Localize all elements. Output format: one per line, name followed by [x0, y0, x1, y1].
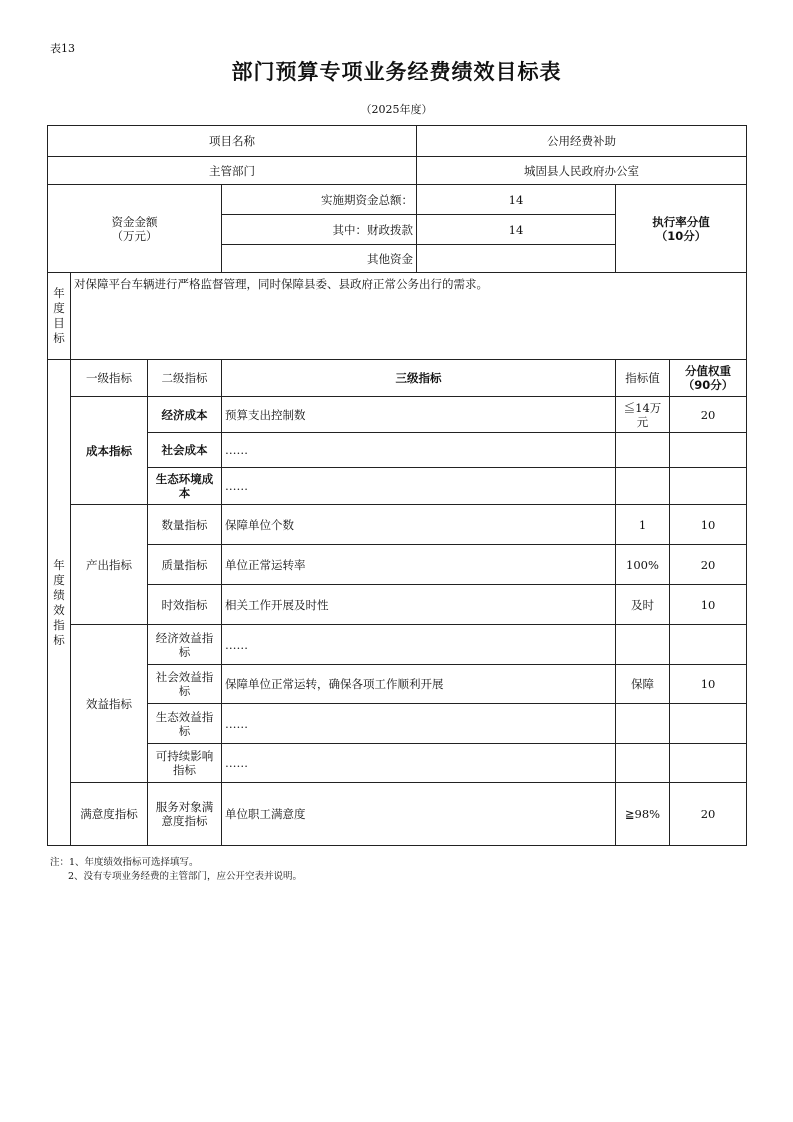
value-cell: 及时 [616, 585, 670, 625]
funds-label [48, 185, 222, 273]
header-value: 指标值 [616, 360, 670, 397]
annual-goal-text: 对保障平台车辆进行严格监督管理，同时保障县委、县政府正常公务出行的需求。 [71, 273, 747, 360]
table-row [48, 468, 747, 505]
level2-cell: 生态效益指标 [148, 704, 222, 744]
table-row [48, 704, 747, 744]
value-cell [616, 468, 670, 505]
level2-cell: 质量指标 [148, 545, 222, 585]
level3-cell: 单位职工满意度 [222, 783, 616, 846]
funds-total-row [48, 185, 747, 215]
table-row [48, 665, 747, 704]
level3-cell: 保障单位正常运转，确保各项工作顺利开展 [222, 665, 616, 704]
annual-goal-row [48, 273, 747, 360]
level2-cell: 经济成本 [148, 397, 222, 433]
weight-cell [670, 433, 747, 468]
weight-cell: 10 [670, 585, 747, 625]
table-row [48, 545, 747, 585]
execution-rate-line2: （10分） [655, 228, 707, 243]
value-cell: ≧98% [616, 783, 670, 846]
funds-label-line2: （万元） [111, 228, 158, 243]
indicator-section-label: 年度绩效指标 [48, 360, 71, 846]
table-row [48, 397, 747, 433]
execution-rate-score [616, 185, 747, 273]
level2-cell: 时效指标 [148, 585, 222, 625]
header-level2: 二级指标 [148, 360, 222, 397]
table-row [48, 505, 747, 545]
level3-cell: …… [222, 468, 616, 505]
satisfaction-indicator-label: 满意度指标 [71, 783, 148, 846]
level3-cell: …… [222, 433, 616, 468]
table-row [48, 585, 747, 625]
weight-cell: 20 [670, 397, 747, 433]
level3-cell: …… [222, 704, 616, 744]
footnote-1: 注：1、年度绩效指标可选择填写。 [50, 857, 199, 868]
table-number: 表13 [50, 42, 75, 55]
table-row [48, 744, 747, 783]
level3-cell: 相关工作开展及时性 [222, 585, 616, 625]
project-name-row [48, 126, 747, 157]
output-indicator-label: 产出指标 [71, 505, 148, 625]
department-value: 城固县人民政府办公室 [417, 157, 747, 185]
value-cell: 1 [616, 505, 670, 545]
table-row [48, 433, 747, 468]
weight-cell [670, 704, 747, 744]
level2-cell: 数量指标 [148, 505, 222, 545]
department-row [48, 157, 747, 185]
value-cell [616, 704, 670, 744]
level3-cell: 预算支出控制数 [222, 397, 616, 433]
header-weight: 分值权重 （90分） [670, 360, 747, 397]
weight-cell [670, 625, 747, 665]
level2-cell: 社会效益指标 [148, 665, 222, 704]
indicator-header-row [48, 360, 747, 397]
weight-cell: 20 [670, 783, 747, 846]
fiscal-year: （2025年度） [360, 103, 433, 116]
level3-cell: …… [222, 625, 616, 665]
funds-total-value: 14 [417, 185, 616, 215]
level2-cell: 服务对象满意度指标 [148, 783, 222, 846]
execution-rate-line1: 执行率分值 [652, 214, 710, 229]
weight-cell: 10 [670, 665, 747, 704]
project-name-value: 公用经费补助 [417, 126, 747, 157]
value-cell [616, 433, 670, 468]
weight-cell [670, 468, 747, 505]
table-row [48, 625, 747, 665]
funds-fiscal-value: 14 [417, 215, 616, 245]
footnotes [50, 856, 302, 884]
value-cell [616, 625, 670, 665]
benefit-indicator-label: 效益指标 [71, 625, 148, 783]
header-level1: 一级指标 [71, 360, 148, 397]
value-cell: ≦14万元 [616, 397, 670, 433]
level2-cell: 生态环境成本 [148, 468, 222, 505]
weight-cell [670, 744, 747, 783]
level3-cell: …… [222, 744, 616, 783]
header-level3: 三级指标 [222, 360, 616, 397]
performance-target-table [47, 125, 747, 846]
funds-fiscal-label: 其中：财政拨款 [222, 215, 417, 245]
page-title: 部门预算专项业务经费绩效目标表 [231, 60, 562, 84]
value-cell [616, 744, 670, 783]
level3-cell: 保障单位个数 [222, 505, 616, 545]
level2-cell: 社会成本 [148, 433, 222, 468]
weight-cell: 20 [670, 545, 747, 585]
weight-cell: 10 [670, 505, 747, 545]
funds-label-line1: 资金金额 [111, 214, 158, 229]
funds-total-label: 实施期资金总额： [222, 185, 417, 215]
value-cell: 100% [616, 545, 670, 585]
value-cell: 保障 [616, 665, 670, 704]
level2-cell: 可持续影响指标 [148, 744, 222, 783]
table-row [48, 783, 747, 846]
annual-goal-label: 年度目标 [48, 273, 71, 360]
level2-cell: 经济效益指标 [148, 625, 222, 665]
department-label: 主管部门 [48, 157, 417, 185]
level3-cell: 单位正常运转率 [222, 545, 616, 585]
footnote-2: 2、没有专项业务经费的主管部门，应公开空表并说明。 [68, 871, 303, 882]
funds-other-label: 其他资金 [222, 245, 417, 273]
project-name-label: 项目名称 [48, 126, 417, 157]
funds-other-value [417, 245, 616, 273]
cost-indicator-label: 成本指标 [71, 397, 148, 505]
